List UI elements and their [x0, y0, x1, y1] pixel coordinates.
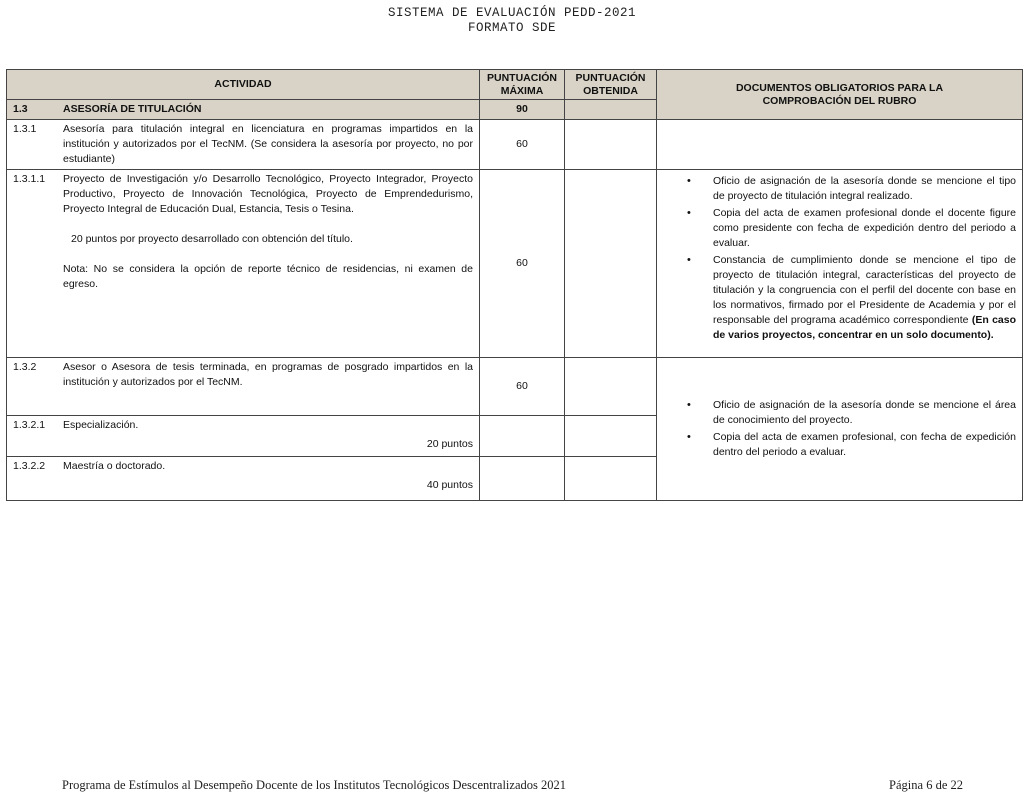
row-code: 1.3.1 [13, 123, 37, 135]
obtained-score-cell [565, 358, 657, 416]
row-points: 20 puntos [426, 438, 473, 450]
obtained-score-cell [565, 120, 657, 170]
activity-cell [7, 416, 480, 457]
max-score: 60 [480, 358, 565, 416]
docs-cell [657, 120, 1023, 170]
section-obtenida [565, 100, 657, 120]
doc-item: • Copia del acta de examen profesional donde el docente figure como presidente con fecha de expedición dentro del periodo a evaluar. [713, 206, 1016, 251]
footer-program-name: Programa de Estímulos al Desempeño Docente de los Institutos Tecnológicos Descentralizados 2021 [62, 778, 566, 792]
row-text: Especialización. [63, 419, 139, 431]
row-code: 1.3.2.2 [13, 460, 46, 472]
section-row [7, 100, 480, 120]
activity-cell [7, 170, 480, 358]
obtained-score-cell [565, 457, 657, 501]
activity-cell [7, 457, 480, 501]
row-code: 1.3.2.1 [13, 419, 46, 431]
obtained-score-cell [565, 170, 657, 358]
header-documentos: DOCUMENTOS OBLIGATORIOS PARA LA COMPROBACIÓN DEL RUBRO [657, 70, 1023, 120]
max-score-cell [480, 457, 565, 501]
page-number: Página 6 de 22 [889, 778, 963, 792]
row-text: Maestría o doctorado. [63, 460, 166, 472]
evaluation-table [6, 69, 1023, 501]
table-row [7, 170, 1023, 358]
max-score-cell [480, 416, 565, 457]
row-text: Asesoría para titulación integral en licenciatura en programas impartidos en la institución y autorizados por el TecNM. (Se considera la asesoría por proyecto, no por estudiante) [63, 123, 473, 165]
activity-cell [7, 358, 480, 416]
doc-item: • Oficio de asignación de la asesoría donde se mencione el área de conocimiento del proyecto. [713, 398, 1016, 428]
docs-cell [657, 358, 1023, 501]
row-text: Proyecto de Investigación y/o Desarrollo Tecnológico, Proyecto Integrador, Proyecto Productivo, Proyecto de Innovación Tecnológica, Proyecto de Emprendedurismo, Proyecto Integral de Educación Dual, Estancia, Tesis o Tesina. [63, 173, 473, 215]
doc-item [713, 253, 1016, 343]
doc-item-bold-note: (En caso de varios proyectos, concentrar en un solo documento). [713, 314, 1017, 341]
doc-item: • Oficio de asignación de la asesoría donde se mencione el tipo de proyecto de titulación integral realizado. [713, 174, 1016, 204]
required-docs-list [657, 394, 1022, 464]
table-row [7, 120, 1023, 170]
row-code: 1.3.1.1 [13, 173, 46, 185]
max-score: 60 [480, 120, 565, 170]
table-row [7, 358, 1023, 416]
row-text: Asesor o Asesora de tesis terminada, en programas de posgrado impartidos en la institución y autorizados por el TecNM. [63, 361, 473, 388]
doc-item: • Copia del acta de examen profesional, con fecha de expedición dentro del periodo a evaluar. [713, 430, 1016, 460]
document-header-subtitle: FORMATO SDE [467, 21, 556, 35]
section-code: 1.3 [13, 103, 28, 115]
header-puntuacion-obtenida: PUNTUACIÓN OBTENIDA [565, 70, 657, 100]
document-header-title: SISTEMA DE EVALUACIÓN PEDD-2021 [387, 6, 637, 20]
max-score: 60 [480, 170, 565, 358]
points-note: 20 puntos por proyecto desarrollado con obtención del título. [71, 233, 353, 245]
section-max: 90 [480, 100, 565, 120]
nota-text: Nota: No se considera la opción de reporte técnico de residencias, ni examen de egreso. [63, 263, 473, 290]
activity-cell [7, 120, 480, 170]
section-title: ASESORÍA DE TITULACIÓN [63, 103, 202, 115]
row-code: 1.3.2 [13, 361, 37, 373]
docs-cell [657, 170, 1023, 358]
header-actividad: ACTIVIDAD [7, 70, 480, 100]
header-puntuacion-maxima: PUNTUACIÓN MÁXIMA [480, 70, 565, 100]
doc-item-text: Constancia de cumplimiento donde se mencione el tipo de proyecto de titulación integral, características del proyecto de titulación y la congruencia con el perfil del docente con base en los normativos, firmado por el Presidente de Academia y por el responsable del programa académico correspondiente [713, 254, 1016, 326]
row-points: 40 puntos [426, 479, 473, 491]
obtained-score-cell [565, 416, 657, 457]
required-docs-list [657, 170, 1022, 347]
